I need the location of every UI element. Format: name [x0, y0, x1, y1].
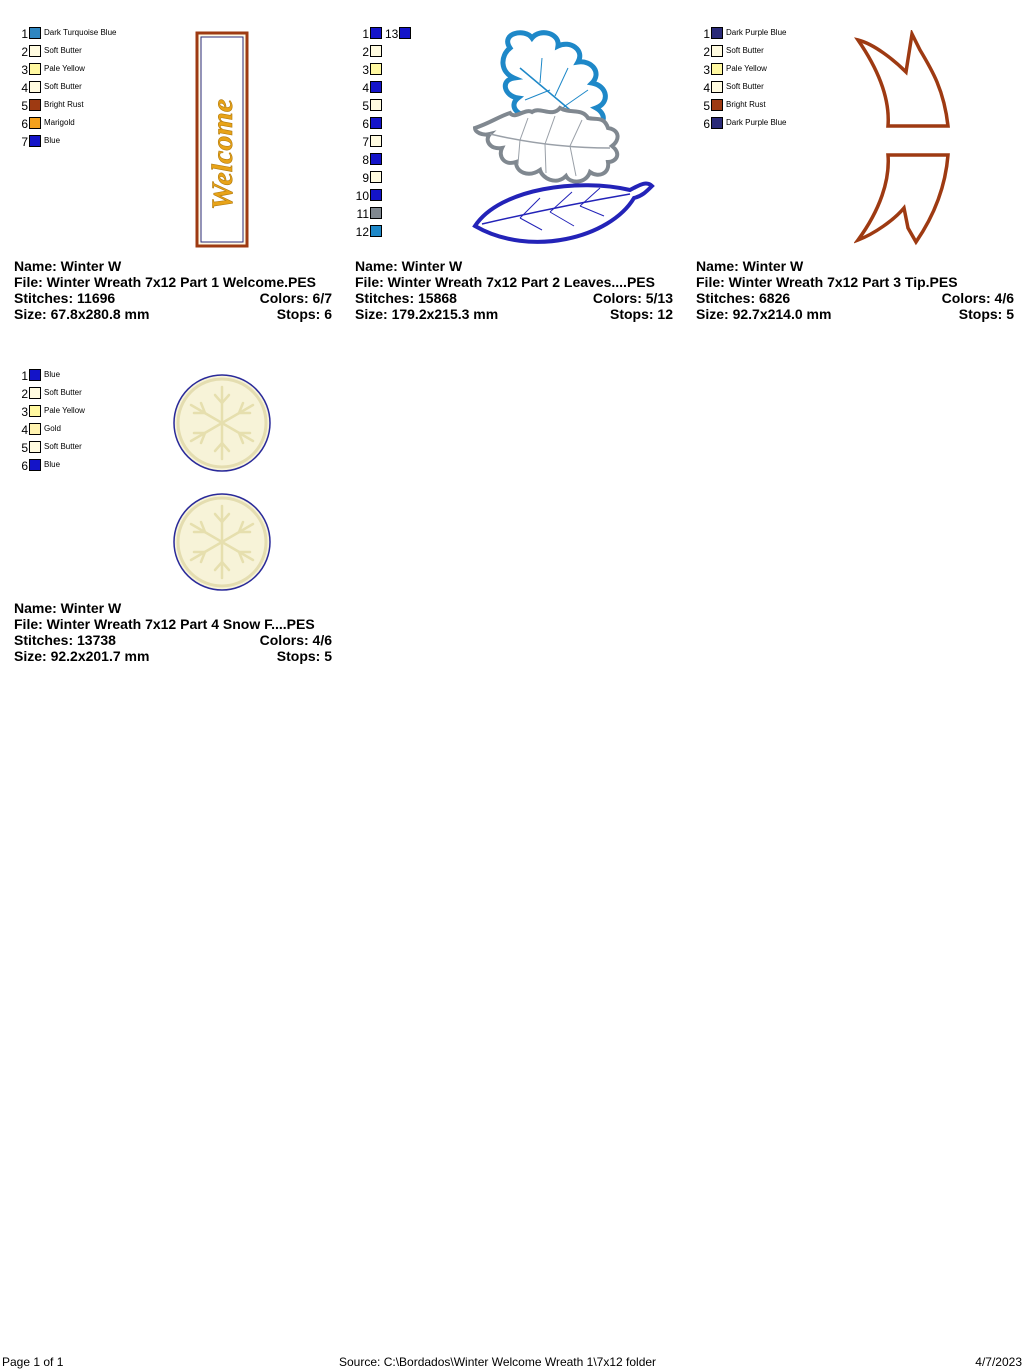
- color-swatch: [370, 189, 382, 201]
- stop-count: Stops: 12: [609, 306, 673, 322]
- thread-name: Soft Butter: [44, 388, 82, 397]
- thread-number: 4: [362, 81, 369, 95]
- color-swatch: [370, 153, 382, 165]
- thread-number: 3: [21, 63, 28, 77]
- stitches-colors-row: [696, 290, 1014, 306]
- color-swatch: [711, 99, 723, 111]
- thread-name: Dark Turquoise Blue: [44, 28, 117, 37]
- welcome-text: Welcome: [206, 98, 239, 210]
- design-info: [14, 600, 332, 664]
- size-stops-row: [14, 306, 332, 322]
- thread-number: 6: [703, 117, 710, 131]
- stitches-colors-row: [14, 290, 332, 306]
- thread-number: 3: [21, 405, 28, 419]
- stitches-colors-row: [14, 632, 332, 648]
- size-stops-row: [355, 306, 673, 322]
- thread-name: Soft Butter: [44, 442, 82, 451]
- color-swatch: [370, 81, 382, 93]
- design-card-part-4: [4, 342, 334, 672]
- leaves-thumbnail: [470, 28, 655, 250]
- size-stops-row: [14, 648, 332, 664]
- color-swatch: [399, 27, 411, 39]
- color-swatch: [370, 99, 382, 111]
- color-swatch: [370, 45, 382, 57]
- thread-number: 7: [21, 135, 28, 149]
- thread-number: 2: [21, 387, 28, 401]
- thread-number: 6: [21, 117, 28, 131]
- color-swatch: [29, 81, 41, 93]
- thread-number: 1: [21, 27, 28, 41]
- design-name: Name: Winter W: [14, 600, 122, 616]
- thread-name: Soft Butter: [726, 46, 764, 55]
- thread-name: Pale Yellow: [44, 64, 85, 73]
- design-info: [696, 258, 1014, 322]
- thread-number: 4: [21, 423, 28, 437]
- design-name: Name: Winter W: [355, 258, 463, 274]
- color-swatch: [29, 405, 41, 417]
- stop-count: Stops: 5: [958, 306, 1014, 322]
- design-size: Size: 179.2x215.3 mm: [355, 306, 499, 322]
- thread-number: 4: [703, 81, 710, 95]
- thread-name: Gold: [44, 424, 61, 433]
- color-swatch: [370, 207, 382, 219]
- color-swatch: [29, 45, 41, 57]
- color-count: Colors: 4/6: [941, 290, 1014, 306]
- thread-number: 2: [362, 45, 369, 59]
- color-swatch: [29, 63, 41, 75]
- thread-number: 9: [362, 171, 369, 185]
- color-swatch: [711, 27, 723, 39]
- thread-number: 1: [703, 27, 710, 41]
- design-file: File: Winter Wreath 7x12 Part 2 Leaves....PES: [355, 274, 655, 290]
- thread-name: Pale Yellow: [726, 64, 767, 73]
- welcome-banner-thumbnail: [194, 30, 250, 250]
- thread-name: Soft Butter: [44, 82, 82, 91]
- color-swatch: [370, 117, 382, 129]
- color-swatch: [370, 135, 382, 147]
- color-swatch: [370, 225, 382, 237]
- design-info: [14, 258, 332, 322]
- color-count: Colors: 4/6: [259, 632, 332, 648]
- design-name: Name: Winter W: [14, 258, 122, 274]
- thread-name: Dark Purple Blue: [726, 118, 787, 127]
- stop-count: Stops: 5: [276, 648, 332, 664]
- color-swatch: [29, 459, 41, 471]
- color-swatch: [29, 117, 41, 129]
- thread-number: 6: [21, 459, 28, 473]
- color-swatch: [29, 423, 41, 435]
- size-stops-row: [696, 306, 1014, 322]
- thread-name: Blue: [44, 370, 61, 379]
- thread-number: 3: [362, 63, 369, 77]
- thread-number: 11: [356, 207, 369, 221]
- stitch-count: Stitches: 11696: [14, 290, 116, 306]
- banner-tips-thumbnail: [854, 30, 954, 250]
- thread-name: Pale Yellow: [44, 406, 85, 415]
- thread-number: 13: [385, 27, 399, 41]
- design-name: Name: Winter W: [696, 258, 804, 274]
- thread-name: Bright Rust: [44, 100, 84, 109]
- design-size: Size: 67.8x280.8 mm: [14, 306, 150, 322]
- thread-number: 8: [362, 153, 369, 167]
- stitch-count: Stitches: 6826: [696, 290, 791, 306]
- thread-number: 2: [21, 45, 28, 59]
- thread-name: Dark Purple Blue: [726, 28, 787, 37]
- thread-number: 3: [703, 63, 710, 77]
- thread-name: Blue: [44, 460, 61, 469]
- thread-number: 5: [703, 99, 710, 113]
- color-swatch: [29, 441, 41, 453]
- color-swatch: [29, 135, 41, 147]
- thread-number: 7: [362, 135, 369, 149]
- design-size: Size: 92.7x214.0 mm: [696, 306, 832, 322]
- thread-number: 1: [362, 27, 369, 41]
- color-swatch: [370, 27, 382, 39]
- color-swatch: [29, 27, 41, 39]
- thread-number: 12: [355, 225, 369, 239]
- design-info: [355, 258, 673, 322]
- thread-number: 5: [362, 99, 369, 113]
- snowflake-circles-thumbnail: [170, 372, 274, 594]
- design-card-part-1: [4, 0, 334, 330]
- color-swatch: [711, 81, 723, 93]
- stitch-count: Stitches: 13738: [14, 632, 116, 648]
- color-swatch: [370, 63, 382, 75]
- color-swatch: [29, 387, 41, 399]
- page-number: Page 1 of 1: [2, 1355, 64, 1369]
- design-file: File: Winter Wreath 7x12 Part 4 Snow F....PES: [14, 616, 315, 632]
- color-count: Colors: 6/7: [259, 290, 332, 306]
- color-swatch: [711, 117, 723, 129]
- design-size: Size: 92.2x201.7 mm: [14, 648, 150, 664]
- thread-number: 1: [21, 369, 28, 383]
- stop-count: Stops: 6: [276, 306, 332, 322]
- thread-number: 5: [21, 99, 28, 113]
- design-file: File: Winter Wreath 7x12 Part 1 Welcome.PES: [14, 274, 317, 290]
- design-file: File: Winter Wreath 7x12 Part 3 Tip.PES: [696, 274, 958, 290]
- color-swatch: [711, 63, 723, 75]
- thread-name: Soft Butter: [726, 82, 764, 91]
- snowflake-icon: [174, 494, 270, 590]
- color-swatch: [29, 369, 41, 381]
- snowflake-icon: [174, 375, 270, 471]
- color-swatch: [370, 171, 382, 183]
- thread-number: 2: [703, 45, 710, 59]
- design-card-part-2: [345, 0, 675, 330]
- print-date: 4/7/2023: [975, 1355, 1022, 1369]
- thread-name: Marigold: [44, 118, 75, 127]
- color-count: Colors: 5/13: [592, 290, 673, 306]
- thread-number: 6: [362, 117, 369, 131]
- thread-number: 5: [21, 441, 28, 455]
- stitches-colors-row: [355, 290, 673, 306]
- thread-number: 10: [355, 189, 369, 203]
- source-path: Source: C:\Bordados\Winter Welcome Wreath 1\7x12 folder: [339, 1355, 657, 1369]
- thread-name: Soft Butter: [44, 46, 82, 55]
- color-swatch: [29, 99, 41, 111]
- color-swatch: [711, 45, 723, 57]
- thread-name: Bright Rust: [726, 100, 766, 109]
- thread-name: Blue: [44, 136, 61, 145]
- stitch-count: Stitches: 15868: [355, 290, 457, 306]
- design-card-part-3: [686, 0, 1016, 330]
- thread-number: 4: [21, 81, 28, 95]
